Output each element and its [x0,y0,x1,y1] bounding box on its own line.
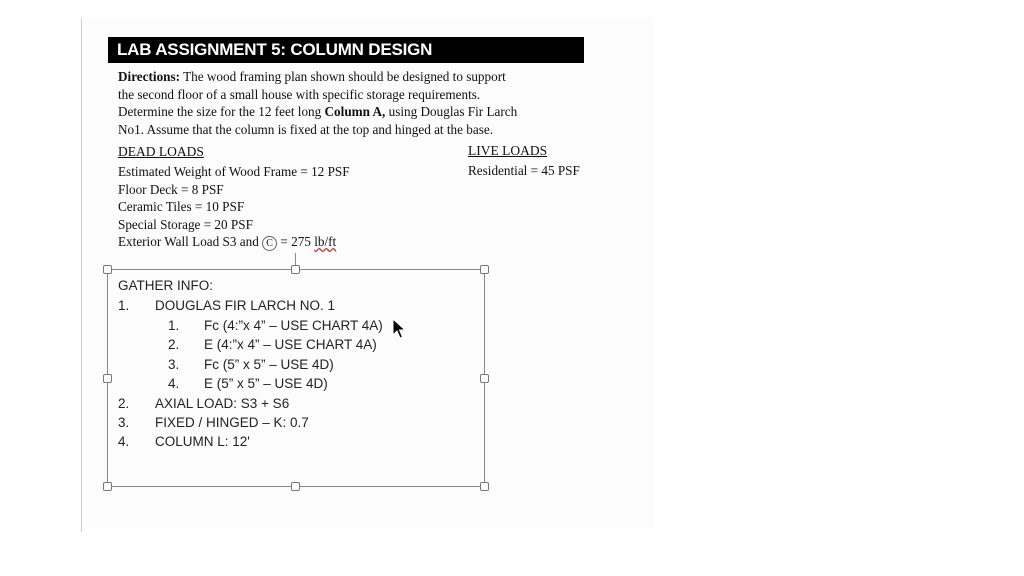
dead-loads-list [118,163,350,251]
resize-handle-bottom-center[interactable] [291,482,300,491]
directions-line-2: the second floor of a small house with specific storage requirements. [118,86,481,102]
page-margin-line [81,18,82,532]
resize-handle-top-center[interactable] [291,265,300,274]
resize-handle-bottom-left[interactable] [103,482,112,491]
dead-load-item: Special Storage = 20 PSF [118,216,253,232]
circled-c-marker: C [262,236,277,251]
resize-handle-top-right[interactable] [480,265,489,274]
list-item-number: 2. [118,396,130,411]
list-item: FIXED / HINGED – K: 0.7 [155,415,309,430]
sublist-item-number: 1. [168,318,180,333]
dead-load-item: Floor Deck = 8 PSF [118,181,224,197]
list-item-number: 3. [118,415,130,430]
resize-handle-middle-left[interactable] [103,374,112,383]
directions-line-4: No1. Assume that the column is fixed at the top and hinged at the base. [118,121,494,137]
directions-label: Directions: [118,69,181,84]
sublist-item-number: 3. [168,357,180,372]
sublist-item: Fc (5” x 5” – USE 4D) [204,357,334,372]
resize-handle-top-left[interactable] [103,265,112,274]
sublist-item: E (4:”x 4” – USE CHART 4A) [204,337,377,352]
resize-handle-middle-right[interactable] [480,374,489,383]
dead-load-item: Estimated Weight of Wood Frame = 12 PSF [118,164,350,179]
directions-line-3: Determine the size for the 12 feet long Column A, using Douglas Fir Larch [118,104,518,120]
live-loads-heading: LIVE LOADS [468,143,548,158]
sublist-item-number: 4. [168,376,180,391]
sublist-item: Fc (4:”x 4” – USE CHART 4A) [204,318,383,333]
mouse-pointer-icon [392,318,406,340]
dead-load-item: Ceramic Tiles = 10 PSF [118,199,245,215]
sublist-item-number: 2. [168,337,180,352]
dead-loads-heading: DEAD LOADS [118,144,204,159]
column-a-label: Column A, [324,104,386,120]
list-item-number: 4. [118,434,130,449]
list-item: DOUGLAS FIR LARCH NO. 1 [155,298,336,313]
live-load-item: Residential = 45 PSF [468,163,580,178]
directions-line-1: Directions: The wood framing plan shown should be designed to support [118,69,506,84]
list-item: COLUMN L: 12' [155,434,250,449]
gather-info-heading: GATHER INFO: [118,278,214,293]
list-item: AXIAL LOAD: S3 + S6 [155,396,290,411]
sublist-item: E (5” x 5” – USE 4D) [204,376,328,391]
directions-paragraph [118,68,588,138]
list-item-number: 1. [118,298,130,313]
spellcheck-flagged-unit: lb/ft [314,234,337,250]
exterior-wall-load: Exterior Wall Load S3 and C = 275 lb/ft [118,234,337,250]
resize-handle-bottom-right[interactable] [480,482,489,491]
assignment-title: LAB ASSIGNMENT 5: COLUMN DESIGN [108,37,584,63]
